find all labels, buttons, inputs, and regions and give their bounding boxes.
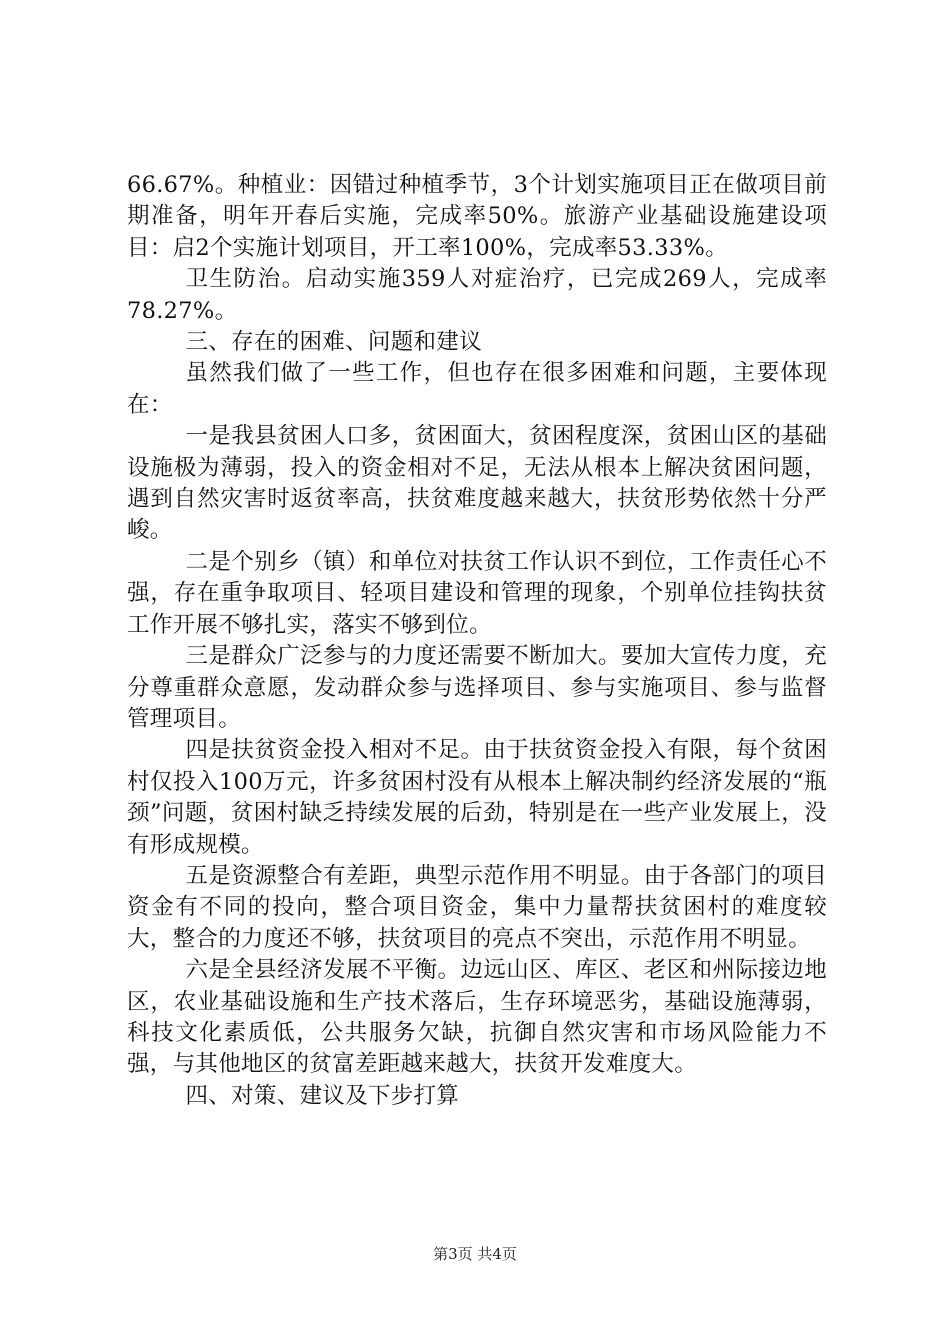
section-heading-countermeasures: 四、对策、建议及下步打算 <box>185 1082 460 1109</box>
document-body <box>127 170 827 1112</box>
paragraph-problem-1: 一是我县贫困人口多，贫困面大，贫困程度深，贫困山区的基础设施极为薄弱，投入的资金相对不足，无法从根本上解决贫困问题，遇到自然灾害时返贫率高，扶贫难度越来越大，扶贫形势依然十分严峻。 <box>127 423 827 544</box>
paragraph-problem-3: 三是群众广泛参与的力度还需要不断加大。要加大宣传力度，充分尊重群众意愿，发动群众参与选择项目、参与实施项目、参与监督管理项目。 <box>127 643 827 732</box>
paragraph-intro-problems: 虽然我们做了一些工作，但也存在很多困难和问题，主要体现在： <box>127 360 827 418</box>
page-number-footer: 第3页 共4页 <box>433 1245 517 1263</box>
paragraph-continued-stats: 66.67%。种植业：因错过种植季节，3个计划实施项目正在做项目前期准备，明年开春后实施，完成率50%。旅游产业基础设施建设项目：启2个实施计划项目，开工率100%，完成率53.33%。 <box>127 172 827 261</box>
paragraph-problem-2: 二是个别乡（镇）和单位对扶贫工作认识不到位，工作责任心不强，存在重争取项目、轻项目建设和管理的现象，个别单位挂钩扶贫工作开展不够扎实，落实不够到位。 <box>127 548 827 638</box>
paragraph-problem-4: 四是扶贫资金投入相对不足。由于扶贫资金投入有限，每个贫困村仅投入100万元，许多贫困村没有从根本上解决制约经济发展的“瓶颈”问题，贫困村缺乏持续发展的后劲，特别是在一些产业发展上，没有形成规模。 <box>127 737 827 858</box>
section-heading-difficulties: 三、存在的困难、问题和建议 <box>185 329 482 356</box>
paragraph-health-prevention: 卫生防治。启动实施359人对症治疗，已完成269人，完成率78.27%。 <box>127 266 827 324</box>
paragraph-problem-6: 六是全县经济发展不平衡。边远山区、库区、老区和州际接边地区，农业基础设施和生产技术落后，生存环境恶劣，基础设施薄弱，科技文化素质低，公共服务欠缺，抗御自然灾害和市场风险能力不强，与其他地区的贫富差距越来越大，扶贫开发难度大。 <box>127 957 827 1078</box>
paragraph-problem-5: 五是资源整合有差距，典型示范作用不明显。由于各部门的项目资金有不同的投向，整合项目资金，集中力量帮扶贫困村的难度较大，整合的力度还不够，扶贫项目的亮点不突出，示范作用不明显。 <box>127 862 827 952</box>
